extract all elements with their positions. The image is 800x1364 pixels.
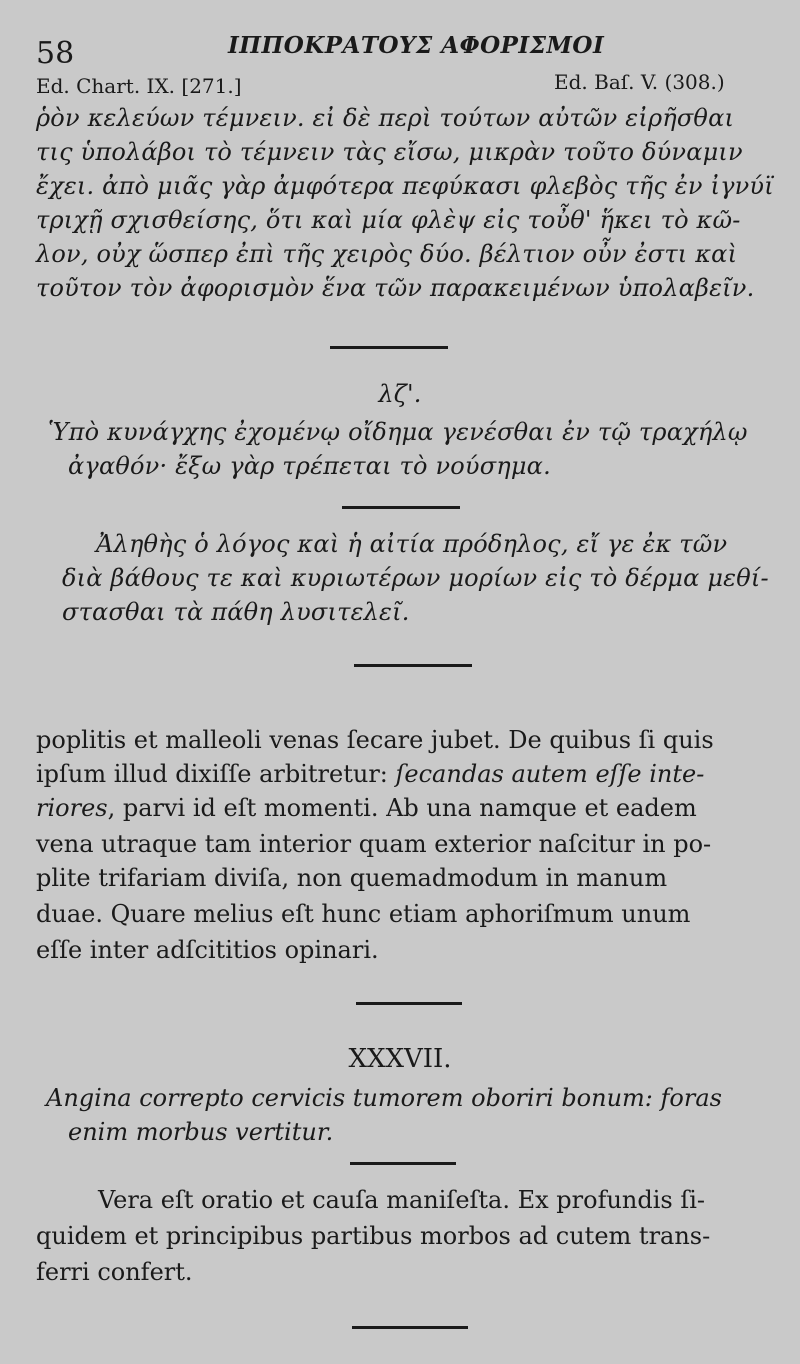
greek-line: τριχῇ σχισθείσης, ὅτι καὶ μία φλὲψ εἰς τοὖθ' ἥκει τὸ κῶ- <box>36 206 741 234</box>
greek-commentary-line: διὰ βάθους τε καὶ κυριωτέρων μορίων εἰς τὸ δέρμα μεθί- <box>62 564 769 592</box>
section-divider <box>352 1326 468 1329</box>
latin-line: plite trifariam diviſa, non quemadmodum in manum <box>36 864 668 892</box>
latin-line: vena utraque tam interior quam exterior naſcitur in po- <box>36 830 712 858</box>
section-divider <box>330 346 448 349</box>
greek-line: ἔχει. ἀπὸ μιᾶς γὰρ ἀμφότερα πεφύκασι φλεβὸς τῆς ἐν ἰγνύϊ <box>36 172 774 200</box>
greek-aphorism-number: λζ'. <box>378 380 422 408</box>
latin-commentary-line: Vera eſt oratio et cauſa maniſeſta. Ex profundis ſi- <box>98 1186 706 1214</box>
greek-line: τις ὑπολάβοι τὸ τέμνειν τὰς εἴσω, μικρὰν τοῦτο δύναμιν <box>36 138 743 166</box>
latin-aphorism-number: XXXVII. <box>348 1044 452 1074</box>
greek-line: ῥὸν κελεύων τέμνειν. εἰ δὲ περὶ τούτων αὐτῶν εἰρῆσθαι <box>36 104 735 132</box>
section-divider <box>356 1002 462 1005</box>
latin-line <box>36 760 704 788</box>
latin-text: , parvi id eſt momenti. Ab una namque et eadem <box>107 794 697 822</box>
latin-quote: riores <box>36 794 108 822</box>
greek-aphorism-line: ἀγαθόν· ἔξω γὰρ τρέπεται τὸ νούσημα. <box>68 452 551 480</box>
section-divider <box>350 1162 456 1165</box>
greek-line: λον, οὐχ ὥσπερ ἐπὶ τῆς χειρὸς δύο. βέλτιον οὖν ἐστι καὶ <box>36 240 738 268</box>
latin-commentary-line: ferri confert. <box>36 1258 193 1286</box>
greek-commentary-line: Ἀληθὴς ὁ λόγος καὶ ἡ αἰτία πρόδηλος, εἴ γε ἐκ τῶν <box>96 530 728 558</box>
greek-aphorism-line: Ὑπὸ κυνάγχης ἐχομένῳ οἴδημα γενέσθαι ἐν τῷ τραχήλῳ <box>48 418 748 446</box>
latin-line <box>36 794 697 822</box>
greek-line: τοῦτον τὸν ἀφορισμὸν ἕνα τῶν παρακειμένων ὑπολαβεῖν. <box>36 274 755 302</box>
section-divider <box>354 664 472 667</box>
latin-line: poplitis et malleoli venas ſecare jubet. De quibus ſi quis <box>36 726 714 754</box>
page-number: 58 <box>36 36 75 71</box>
latin-commentary-line: quidem et principibus partibus morbos ad cutem trans- <box>36 1222 711 1250</box>
latin-line: duae. Quare melius eſt hunc etiam aphoriſmum unum <box>36 900 691 928</box>
latin-aphorism-line: enim morbus vertitur. <box>68 1118 334 1146</box>
edition-basel: Ed. Baſ. V. (308.) <box>554 70 725 94</box>
section-divider <box>342 506 460 509</box>
latin-line: eſſe inter adſcititios opinari. <box>36 936 379 964</box>
latin-text: ipſum illud dixiſſe arbitretur: <box>36 760 396 788</box>
latin-quote: ſecandas autem eſſe inte- <box>395 760 705 788</box>
edition-chartier: Ed. Chart. IX. [271.] <box>36 74 242 98</box>
latin-aphorism-line: Angina correpto cervicis tumorem oboriri bonum: foras <box>46 1084 722 1112</box>
running-title: ΙΠΠΟΚΡΑΤΟΥΣ ΑΦΟΡΙΣΜΟΙ <box>228 32 605 59</box>
greek-commentary-line: στασθαι τὰ πάθη λυσιτελεῖ. <box>62 598 410 626</box>
